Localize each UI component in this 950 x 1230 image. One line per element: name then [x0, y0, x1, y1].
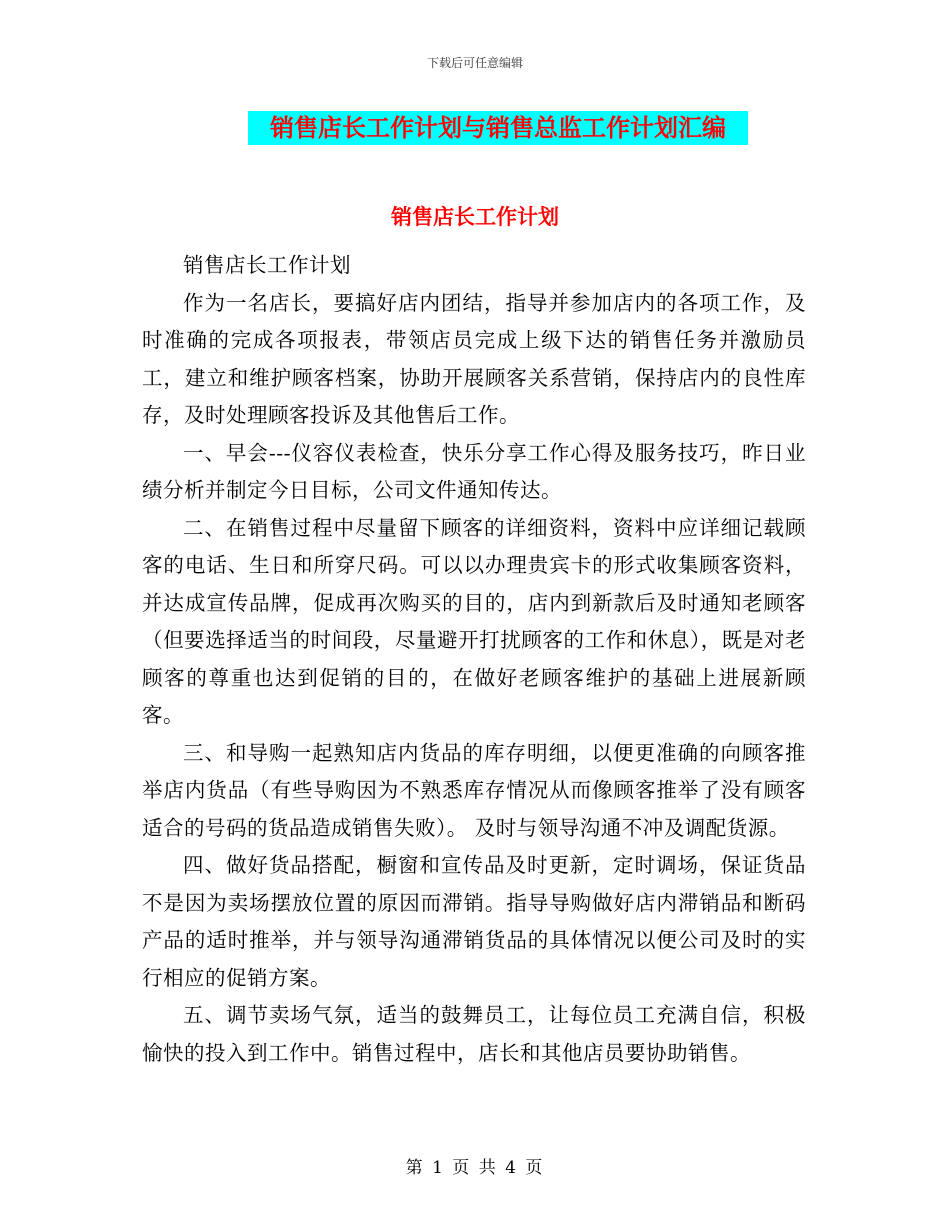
paragraph-item-5: 五、调节卖场气氛，适当的鼓舞员工，让每位员工充满自信，积极愉快的投入到工作中。销售过程中，店长和其他店员要协助销售。 [142, 1003, 806, 1065]
page-label-mid2: 共 [478, 1158, 498, 1178]
document-body [142, 247, 806, 1072]
page-number: 1 [432, 1158, 445, 1178]
paragraph-item-2: 二、在销售过程中尽量留下顾客的详细资料，资料中应详细记载顾客的电话、生日和所穿尺码。可以以办理贵宾卡的形式收集顾客资料，并达成宣传品牌，促成再次购买的目的，店内到新款后及时通知老顾客（但要选择适当的时间段，尽量避开打扰顾客的工作和休息），既是对老顾客的尊重也达到促销的目的，在做好老顾客维护的基础上进展新顾客。 [142, 515, 806, 727]
paragraph-subtitle: 销售店长工作计划 [183, 253, 351, 277]
header-note: 下载后可任意编辑 [426, 56, 523, 70]
page-label-prefix: 第 [405, 1158, 425, 1178]
section-title: 销售店长工作计划 [391, 204, 559, 229]
page-label-mid1: 页 [452, 1158, 472, 1178]
paragraph-item-4: 四、做好货品搭配，橱窗和宣传品及时更新，定时调场，保证货品不是因为卖场摆放位置的原因而滞销。指导导购做好店内滞销品和断码产品的适时推举，并与领导沟通滞销货品的具体情况以便公司及时的实行相应的促销方案。 [142, 853, 806, 990]
paragraph-item-3: 三、和导购一起熟知店内货品的库存明细，以便更准确的向顾客推举店内货品（有些导购因为不熟悉库存情况从而像顾客推举了没有顾客适合的号码的货品造成销售失败）。 及时与领导沟通不冲及调配货源。 [142, 740, 806, 840]
total-pages: 4 [505, 1158, 518, 1178]
document-title: 销售店长工作计划与销售总监工作计划汇编 [248, 111, 748, 145]
paragraph-intro: 作为一名店长，要搞好店内团结，指导并参加店内的各项工作，及时准确的完成各项报表，带领店员完成上级下达的销售任务并激励员工，建立和维护顾客档案，协助开展顾客关系营销，保持店内的良性库存，及时处理顾客投诉及其他售后工作。 [142, 290, 806, 427]
page-label-suffix: 页 [525, 1158, 545, 1178]
page-footer [0, 1153, 950, 1178]
paragraph-item-1: 一、早会---仪容仪表检查，快乐分享工作心得及服务技巧，昨日业绩分析并制定今日目标，公司文件通知传达。 [142, 440, 806, 502]
